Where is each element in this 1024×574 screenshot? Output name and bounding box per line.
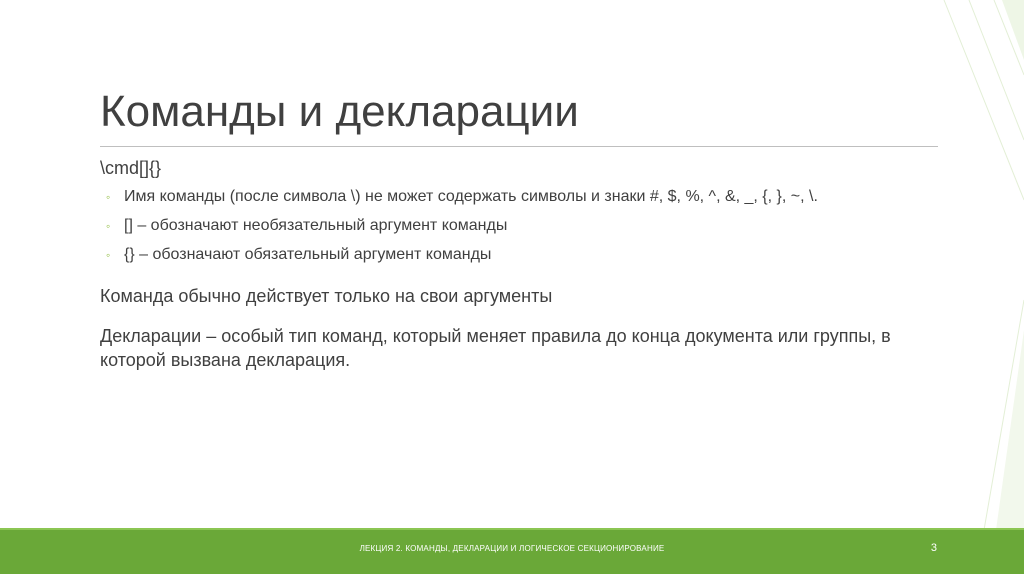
list-item	[100, 215, 930, 237]
footer-bar	[0, 530, 1024, 574]
list-item	[100, 186, 930, 208]
page-number: 3	[930, 542, 937, 554]
list-item-text: {} – обозначают обязательный аргумент команды	[124, 246, 492, 263]
footer-title: ЛЕКЦИЯ 2. КОМАНДЫ, ДЕКЛАРАЦИИ И ЛОГИЧЕСКОЕ СЕКЦИОНИРОВАНИЕ	[359, 544, 665, 553]
bullet-icon: ◦	[106, 190, 111, 204]
list-item-text: [] – обозначают необязательный аргумент команды	[124, 217, 508, 234]
subitem-list	[100, 186, 930, 266]
slide-body	[100, 156, 930, 372]
list-item-text: Имя команды (после символа \) не может содержать символы и знаки #, $, %, ^, &, _, {, }, ~, \.	[124, 188, 818, 205]
command-syntax: \cmd[]{}	[100, 158, 162, 178]
title-divider	[100, 146, 938, 147]
paragraph-declarations: Декларации – особый тип команд, который меняет правила до конца документа или группы, в которой вызвана декларация.	[100, 326, 891, 370]
deco-triangle-top	[1002, 0, 1024, 60]
slide-title: Команды и декларации	[100, 87, 579, 136]
paragraph-commands: Команда обычно действует только на свои аргументы	[100, 286, 553, 306]
deco-triangle-bottom	[996, 330, 1024, 530]
list-item	[100, 244, 930, 266]
bullet-icon: ◦	[106, 248, 111, 262]
bullet-icon: ◦	[106, 219, 111, 233]
